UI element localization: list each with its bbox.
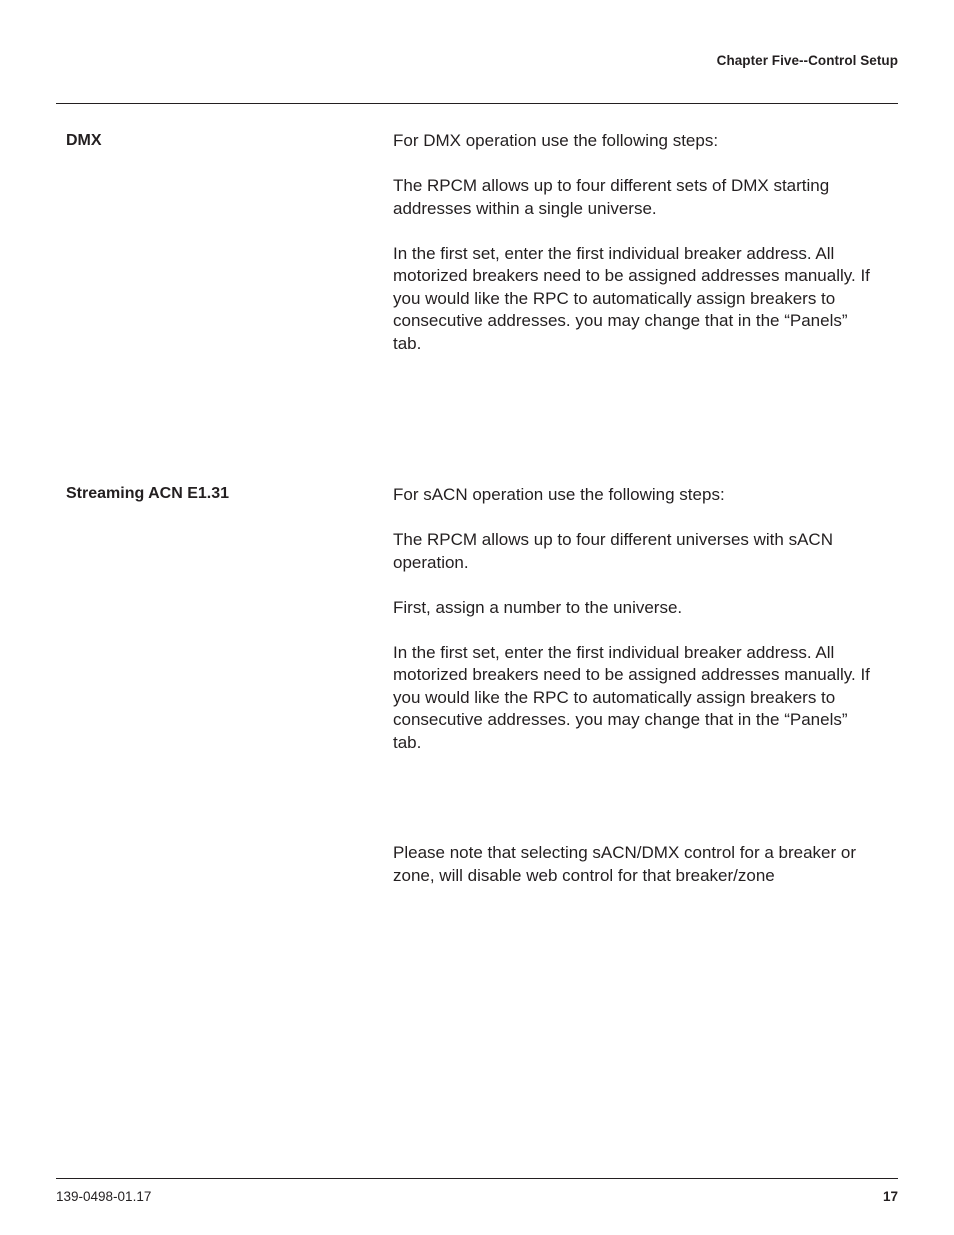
document-number: 139-0498-01.17 bbox=[56, 1189, 152, 1204]
dmx-paragraph: The RPCM allows up to four different sets of DMX starting addresses within a single universe. bbox=[393, 176, 830, 218]
dmx-paragraph: For DMX operation use the following steps: bbox=[393, 131, 719, 150]
header-divider bbox=[56, 103, 898, 104]
dmx-paragraph: In the first set, enter the first individual breaker address. All motorized breakers need to be assigned addresses manually. If you would like the RPC to automatically assign breakers to consecutive addresses. you may change that in the “Panels” tab. bbox=[393, 243, 870, 353]
dmx-heading: DMX bbox=[66, 132, 102, 149]
sacn-body bbox=[393, 484, 873, 777]
sacn-heading: Streaming ACN E1.31 bbox=[66, 485, 230, 502]
footer-divider bbox=[56, 1178, 898, 1179]
sacn-paragraph: In the first set, enter the first individual breaker address. All motorized breakers need to be assigned addresses manually. If you would like the RPC to automatically assign breakers to consecutive addresses. you may change that in the “Panels” tab. bbox=[393, 642, 870, 752]
dmx-body bbox=[393, 130, 873, 378]
chapter-header: Chapter Five--Control Setup bbox=[716, 53, 898, 68]
sacn-paragraph: First, assign a number to the universe. bbox=[393, 597, 683, 617]
sacn-paragraph: For sACN operation use the following steps: bbox=[393, 485, 725, 504]
sacn-note bbox=[393, 842, 873, 910]
page-number: 17 bbox=[882, 1189, 898, 1204]
note-paragraph: Please note that selecting sACN/DMX control for a breaker or zone, will disable web control for that breaker/zone bbox=[393, 843, 856, 885]
sacn-paragraph: The RPCM allows up to four different universes with sACN operation. bbox=[393, 530, 833, 572]
